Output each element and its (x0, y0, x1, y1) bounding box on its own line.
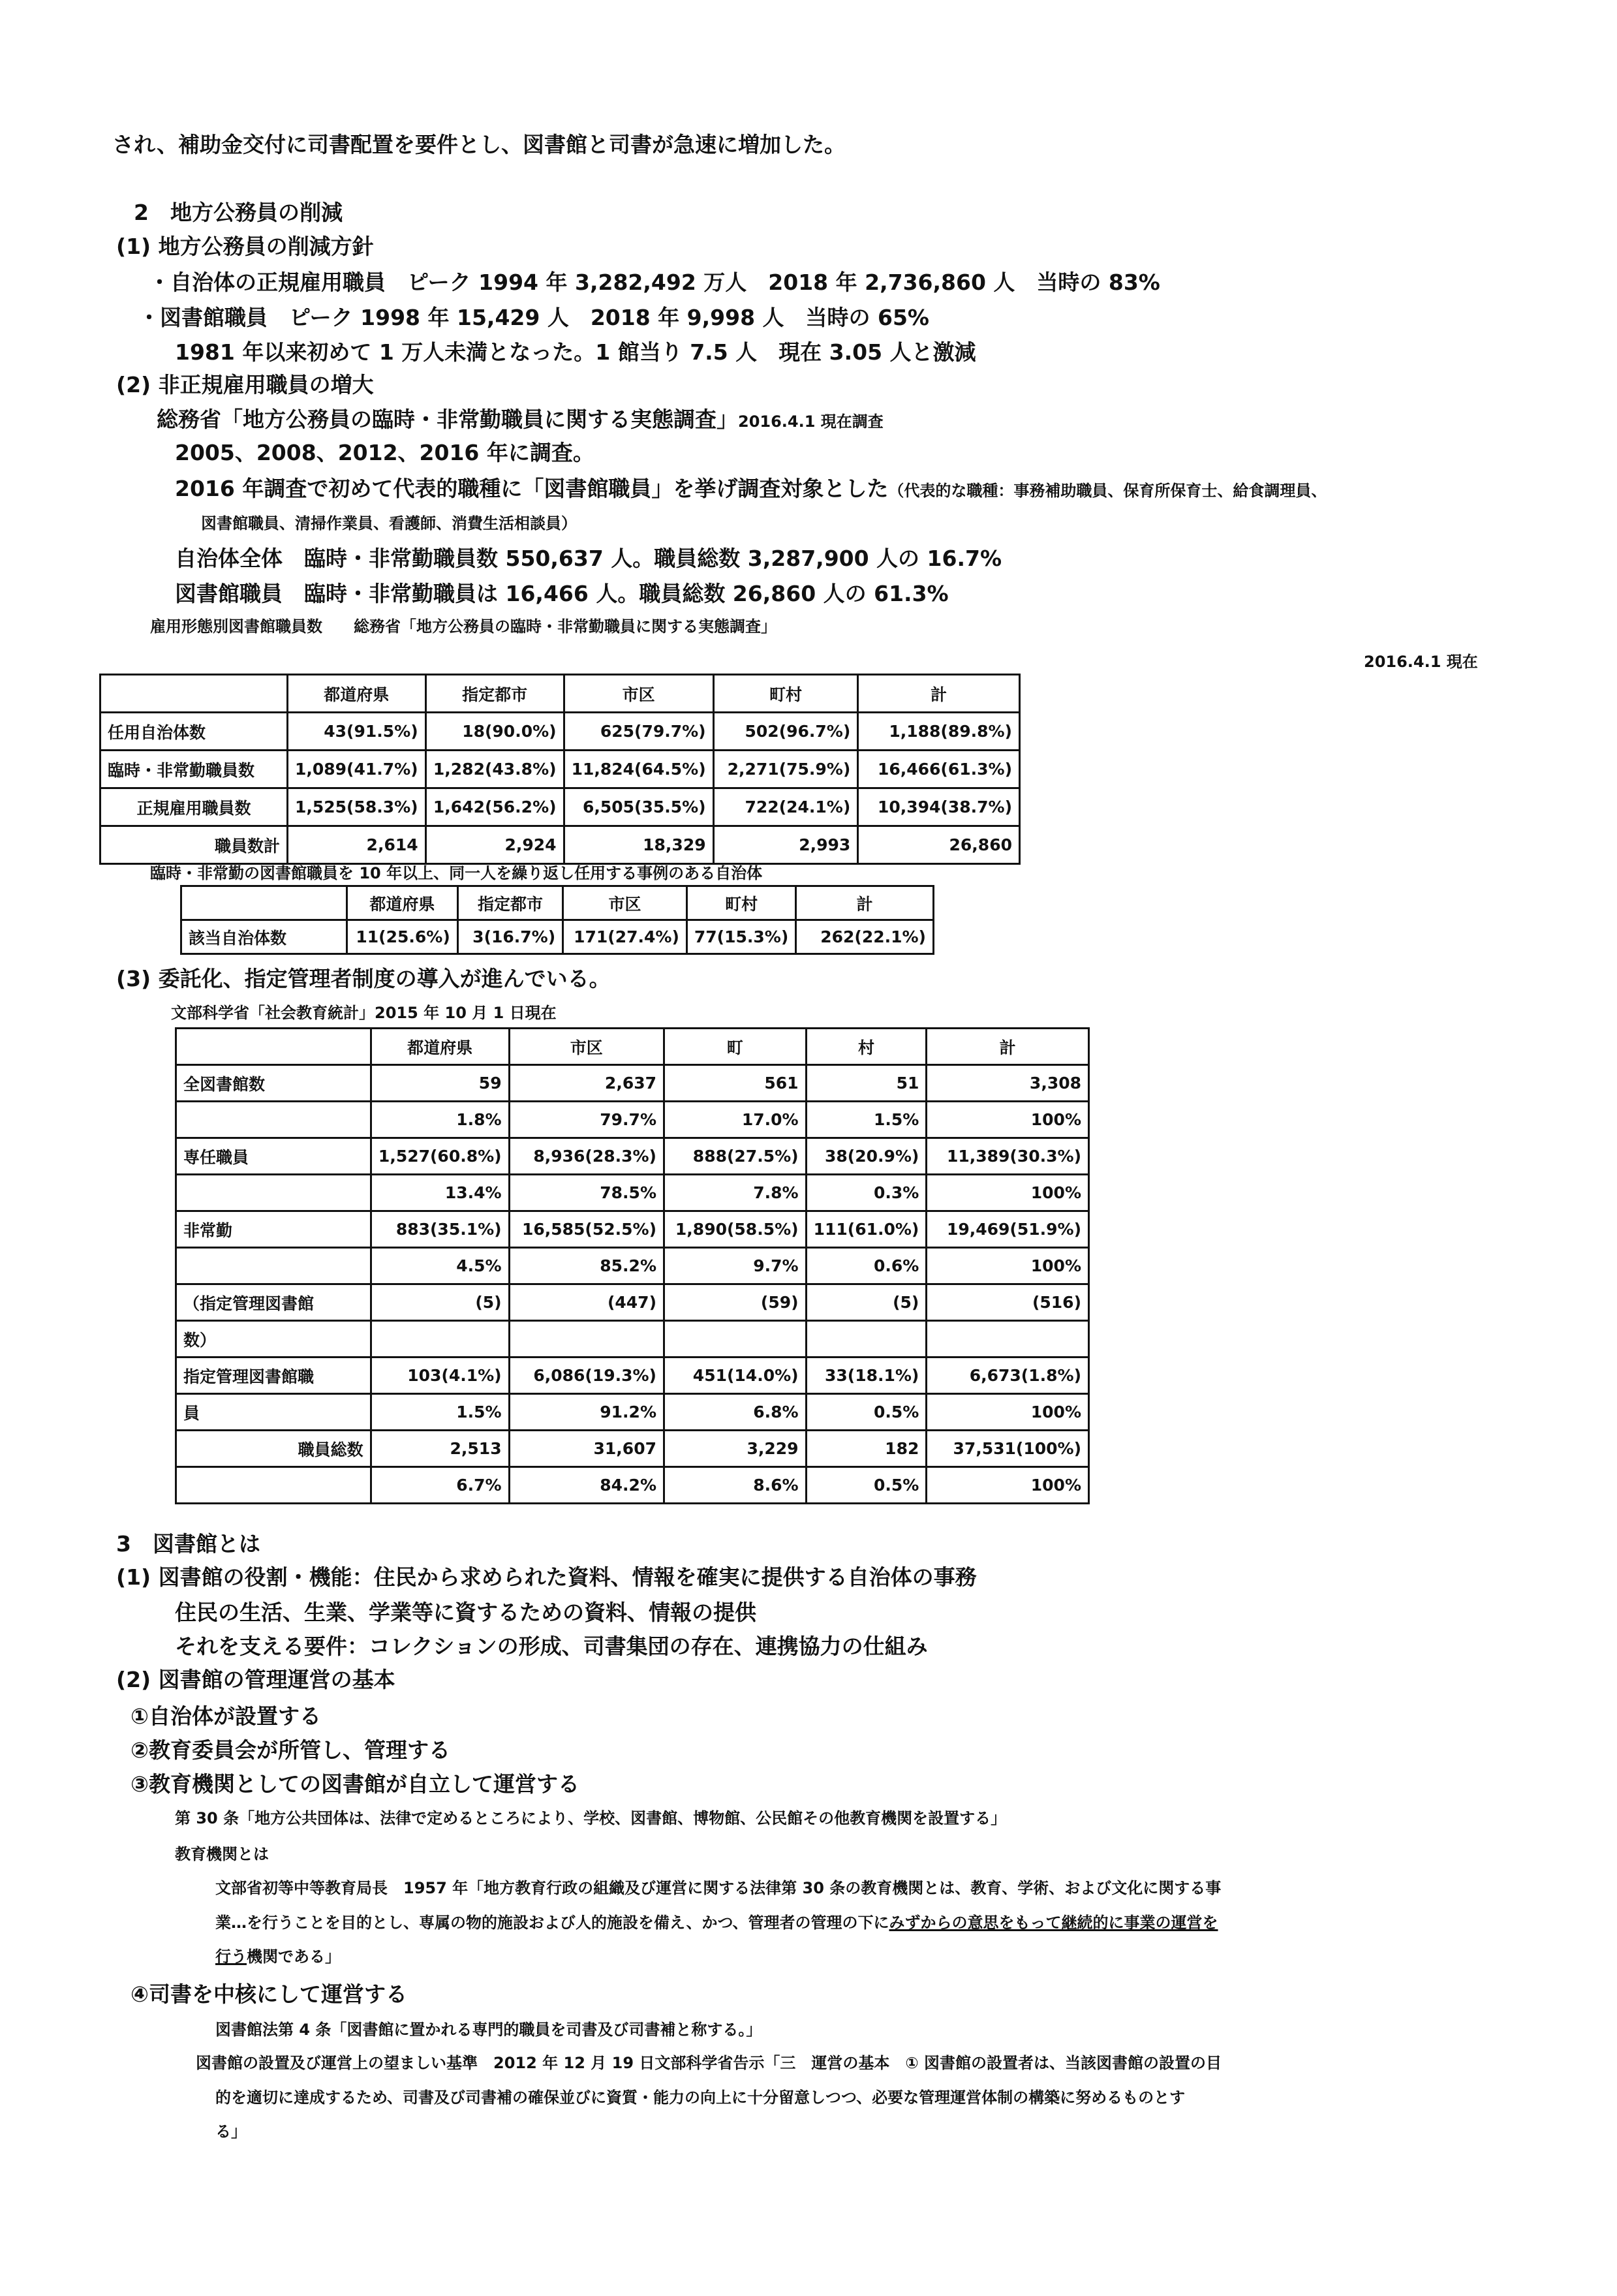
table-cell: 79.7% (509, 1102, 664, 1138)
table-cell: (516) (927, 1284, 1089, 1321)
text-line: ・自治体の正規雇用職員 ピーク 1994 年 3,282,492 万人 2018 年 2,736,860 人 当時の 83% (149, 270, 1160, 295)
row-label: 全図書館数 (176, 1065, 371, 1102)
list-item: ②教育委員会が所管し、管理する (131, 1737, 450, 1763)
table-cell: 103(4.1%) (371, 1357, 509, 1394)
table-header: 町 (664, 1029, 807, 1065)
table-header: 市区 (564, 675, 713, 713)
table-cell: 11,824(64.5%) (564, 751, 713, 788)
table-cell: 6,673(1.8%) (927, 1357, 1089, 1394)
table-cell: (447) (509, 1284, 664, 1321)
table-cell: 111(61.0%) (806, 1211, 927, 1248)
table-cell: 43(91.5%) (287, 713, 425, 751)
text-line: ・図書館職員 ピーク 1998 年 15,429 人 2018 年 9,998 人 当時の 65% (138, 305, 929, 330)
table-cell: 3,308 (927, 1065, 1089, 1102)
list-item: ④司書を中核にして運営する (131, 1981, 407, 2007)
table-row (176, 1102, 1089, 1138)
table-cell: (59) (664, 1284, 807, 1321)
row-label (176, 1467, 371, 1504)
table-row (100, 751, 1020, 788)
table-row (176, 1467, 1089, 1504)
table-row (176, 1357, 1089, 1394)
table-cell: 100% (927, 1102, 1089, 1138)
text-line (215, 1944, 341, 1966)
table-header: 計 (927, 1029, 1089, 1065)
row-label: 非常勤 (176, 1211, 371, 1248)
row-label: 員 (176, 1394, 371, 1431)
table-row (176, 1211, 1089, 1248)
section-heading: 2 地方公務員の削減 (134, 200, 343, 225)
table-cell: 722(24.1%) (713, 788, 858, 826)
table-header: 計 (858, 675, 1020, 713)
table-header: 市区 (509, 1029, 664, 1065)
table-cell: 883(35.1%) (371, 1211, 509, 1248)
table-cell: 502(96.7%) (713, 713, 858, 751)
subsection-heading: (1) 図書館の役割・機能：住民から求められた資料、情報を確実に提供する自治体の事務 (116, 1564, 977, 1590)
table-cell (806, 1321, 927, 1357)
table-cell: 37,531(100%) (927, 1431, 1089, 1467)
table-row (176, 1175, 1089, 1211)
table-cell: 1,188(89.8%) (858, 713, 1020, 751)
row-label: 職員総数 (176, 1431, 371, 1467)
table-row (100, 713, 1020, 751)
table-caption: 臨時・非常勤の図書館職員を 10 年以上、同一人を繰り返し任用する事例のある自治体 (150, 864, 763, 882)
table-cell: 1,089(41.7%) (287, 751, 425, 788)
table-cell: 1,282(43.8%) (425, 751, 564, 788)
table-cell: 78.5% (509, 1175, 664, 1211)
library-stats-table (175, 1027, 1090, 1504)
table-cell: 18(90.0%) (425, 713, 564, 751)
table-header (176, 1029, 371, 1065)
table-header: 市区 (563, 886, 687, 920)
table-header: 村 (806, 1029, 927, 1065)
table-cell: 262(22.1%) (796, 920, 934, 954)
text-line: 図書館法第 4 条「図書館に置かれる専門的職員を司書及び司書補と称する。」 (215, 2021, 762, 2039)
table-cell: 11,389(30.3%) (927, 1138, 1089, 1175)
table-row (176, 1431, 1089, 1467)
table-caption: 文部科学省「社会教育統計」2015 年 10 月 1 日現在 (171, 1004, 557, 1022)
text-line: 第 30 条「地方公共団体は、法律で定めるところにより、学校、図書館、博物館、公民館その他教育機関を設置する」 (175, 1809, 1007, 1827)
text-line: 図書館職員、清掃作業員、看護師、消費生活相談員） (201, 514, 577, 533)
table-header: 指定都市 (457, 886, 562, 920)
list-item: ①自治体が設置する (131, 1703, 321, 1729)
row-label: 職員数計 (100, 826, 288, 864)
table-caption: 雇用形態別図書館職員数 総務省「地方公務員の臨時・非常勤職員に関する実態調査」 (150, 617, 777, 636)
table-row (176, 1138, 1089, 1175)
table-cell: 2,513 (371, 1431, 509, 1467)
row-label: 任用自治体数 (100, 713, 288, 751)
table-cell: 2,637 (509, 1065, 664, 1102)
table-row (176, 1248, 1089, 1284)
text-line: 自治体全体 臨時・非常勤職員数 550,637 人。職員総数 3,287,900 人の 16.7% (175, 546, 1002, 571)
text-line: 1981 年以来初めて 1 万人未満となった。1 館当り 7.5 人 現在 3.05 人と激減 (175, 339, 976, 365)
table-row (181, 920, 934, 954)
table-cell: 1.5% (371, 1394, 509, 1431)
row-label (176, 1102, 371, 1138)
table-row (100, 788, 1020, 826)
table-cell: 4.5% (371, 1248, 509, 1284)
table-header: 指定都市 (425, 675, 564, 713)
text-line (215, 1910, 1218, 1932)
table-cell: 100% (927, 1175, 1089, 1211)
table-cell: 91.2% (509, 1394, 664, 1431)
table-cell: 2,271(75.9%) (713, 751, 858, 788)
table-cell: 85.2% (509, 1248, 664, 1284)
table-cell: 171(27.4%) (563, 920, 687, 954)
table-cell: 18,329 (564, 826, 713, 864)
text-line: 2005、2008、2012、2016 年に調査。 (175, 440, 594, 465)
table-cell: 0.3% (806, 1175, 927, 1211)
text-line: 教育機関とは (175, 1845, 269, 1863)
table-cell: 182 (806, 1431, 927, 1467)
text-line: それを支える要件：コレクションの形成、司書集団の存在、連携協力の仕組み (175, 1634, 928, 1659)
row-label: 専任職員 (176, 1138, 371, 1175)
row-label: 該当自治体数 (181, 920, 347, 954)
table-row (176, 1321, 1089, 1357)
table-cell: 2,993 (713, 826, 858, 864)
row-label: 指定管理図書館職 (176, 1357, 371, 1394)
table-cell: 451(14.0%) (664, 1357, 807, 1394)
survey-date: 2016.4.1 現在調査 (738, 412, 884, 431)
table-cell (371, 1321, 509, 1357)
table-cell: 7.8% (664, 1175, 807, 1211)
row-label: （指定管理図書館 (176, 1284, 371, 1321)
table-cell: 625(79.7%) (564, 713, 713, 751)
table-header: 都道府県 (287, 675, 425, 713)
text-line: 的を適切に達成するため、司書及び司書補の確保並びに資質・能力の向上に十分留意しつつ、必要な管理運営体制の構築に努めるものとす (215, 2088, 1186, 2107)
table-cell: 0.5% (806, 1394, 927, 1431)
table-cell: 1,890(58.5%) (664, 1211, 807, 1248)
table-cell: 31,607 (509, 1431, 664, 1467)
table-header: 計 (796, 886, 934, 920)
table-cell: 2,924 (425, 826, 564, 864)
section-heading: 3 図書館とは (116, 1531, 260, 1557)
table-cell: 1.5% (806, 1102, 927, 1138)
row-label: 正規雇用職員数 (100, 788, 288, 826)
table-cell: 26,860 (858, 826, 1020, 864)
table-cell: 17.0% (664, 1102, 807, 1138)
table-cell (927, 1321, 1089, 1357)
table-date: 2016.4.1 現在 (1364, 653, 1478, 671)
text-segment: 機関である」 (247, 1947, 341, 1966)
table-cell: 1,642(56.2%) (425, 788, 564, 826)
employment-table (99, 674, 1021, 865)
text-line: 文部省初等中等教育局長 1957 年「地方教育行政の組織及び運営に関する法律第 30 条の教育機関とは、教育、学術、および文化に関する事 (215, 1879, 1222, 1897)
list-item: ③教育機関としての図書館が自立して運営する (131, 1771, 579, 1797)
table-cell (664, 1321, 807, 1357)
table-header: 町村 (713, 675, 858, 713)
table-header: 町村 (686, 886, 795, 920)
subsection-heading: (2) 非正規雇用職員の増大 (116, 372, 374, 397)
table-cell: 77(15.3%) (686, 920, 795, 954)
table-cell: 888(27.5%) (664, 1138, 807, 1175)
row-label: 臨時・非常勤職員数 (100, 751, 288, 788)
table-cell: 561 (664, 1065, 807, 1102)
row-label (176, 1248, 371, 1284)
table-cell: 51 (806, 1065, 927, 1102)
table-cell: 3(16.7%) (457, 920, 562, 954)
text-line: され、補助金交付に司書配置を要件とし、図書館と司書が急速に増加した。 (112, 132, 846, 157)
table-cell: 6,086(19.3%) (509, 1357, 664, 1394)
text-line: 図書館の設置及び運営上の望ましい基準 2012 年 12 月 19 日文部科学省告示「三 運営の基本 ① 図書館の設置者は、当該図書館の設置の目 (196, 2054, 1222, 2072)
table-cell: 16,585(52.5%) (509, 1211, 664, 1248)
table-cell: 11(25.6%) (346, 920, 457, 954)
table-cell: 1,525(58.3%) (287, 788, 425, 826)
survey-note: 2016 年調査で初めて代表的職種に「図書館職員」を挙げ調査対象とした (175, 476, 889, 501)
table-cell: (5) (371, 1284, 509, 1321)
table-cell: 1,527(60.8%) (371, 1138, 509, 1175)
row-label: 数） (176, 1321, 371, 1357)
table-cell: 10,394(38.7%) (858, 788, 1020, 826)
table-cell: 8.6% (664, 1467, 807, 1504)
row-label (176, 1175, 371, 1211)
text-segment: 業…を行うことを目的とし、専属の物的施設および人的施設を備え、かつ、管理者の管理の下に (215, 1914, 889, 1932)
subsection-heading: (2) 図書館の管理運営の基本 (116, 1667, 395, 1692)
table-row (176, 1065, 1089, 1102)
table-header (181, 886, 347, 920)
table-header: 都道府県 (371, 1029, 509, 1065)
table-cell: 6,505(35.5%) (564, 788, 713, 826)
table-cell: 9.7% (664, 1248, 807, 1284)
text-line (157, 403, 884, 433)
text-line: 図書館職員 臨時・非常勤職員は 16,466 人。職員総数 26,860 人の 61.3% (175, 581, 949, 606)
survey-title: 総務省「地方公務員の臨時・非常勤職員に関する実態調査」 (157, 407, 738, 432)
table-cell: 6.7% (371, 1467, 509, 1504)
job-types: （代表的な職種：事務補助職員、保育所保育士、給食調理員、 (888, 482, 1327, 500)
text-line (175, 472, 1327, 503)
subsection-heading: (1) 地方公務員の削減方針 (116, 234, 374, 259)
table-cell (509, 1321, 664, 1357)
underlined-text: みずからの意思をもって継続的に事業の運営を (889, 1914, 1218, 1932)
table-cell: 13.4% (371, 1175, 509, 1211)
table-cell: 6.8% (664, 1394, 807, 1431)
text-line: 住民の生活、生業、学業等に資するための資料、情報の提供 (175, 1600, 756, 1625)
table-cell: 1.8% (371, 1102, 509, 1138)
table-header (100, 675, 288, 713)
text-line: る」 (215, 2122, 247, 2141)
underlined-text: 行う (215, 1947, 247, 1966)
table-cell: 19,469(51.9%) (927, 1211, 1089, 1248)
table-cell: 2,614 (287, 826, 425, 864)
table-row (100, 826, 1020, 864)
table-header: 都道府県 (346, 886, 457, 920)
subsection-heading: (3) 委託化、指定管理者制度の導入が進んでいる。 (116, 966, 611, 991)
table-cell: 84.2% (509, 1467, 664, 1504)
table-cell: 33(18.1%) (806, 1357, 927, 1394)
table-row (176, 1284, 1089, 1321)
table-cell: 100% (927, 1394, 1089, 1431)
table-cell: 0.6% (806, 1248, 927, 1284)
table-cell: (5) (806, 1284, 927, 1321)
table-cell: 59 (371, 1065, 509, 1102)
reappointment-table (180, 885, 934, 955)
table-cell: 100% (927, 1248, 1089, 1284)
table-row (176, 1394, 1089, 1431)
table-cell: 0.5% (806, 1467, 927, 1504)
table-cell: 3,229 (664, 1431, 807, 1467)
table-cell: 8,936(28.3%) (509, 1138, 664, 1175)
table-cell: 16,466(61.3%) (858, 751, 1020, 788)
table-cell: 38(20.9%) (806, 1138, 927, 1175)
table-cell: 100% (927, 1467, 1089, 1504)
